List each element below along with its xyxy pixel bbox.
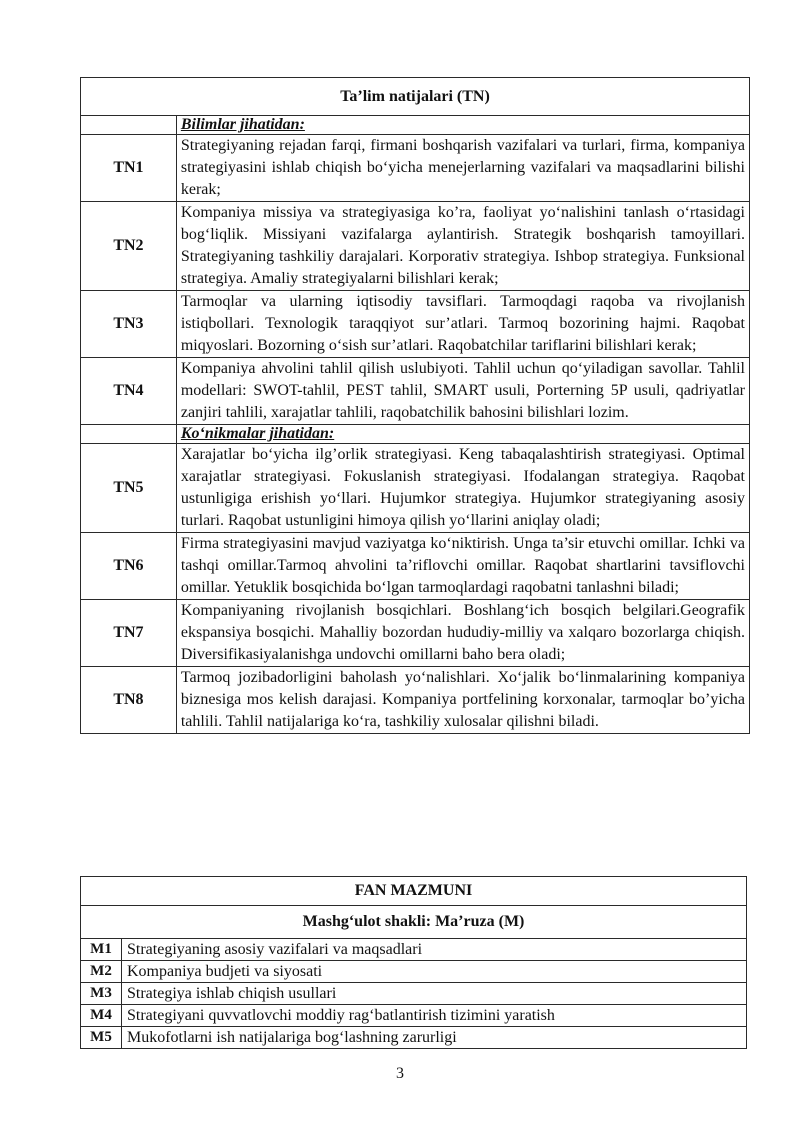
lecture-code: M5	[81, 1027, 122, 1049]
outcome-row	[81, 667, 750, 734]
lecture-topic: Strategiya ishlab chiqish usullari	[122, 983, 747, 1005]
outcome-text: Xarajatlar bo‘yicha ilg’orlik strategiyasi. Keng tabaqalashtirish strategiyasi. Optimal xarajatlar strategiyasi. Fokuslanish strategiyasi. Ifodalangan strategiya. Raqobat ustunligiga erishish yo‘llari. Hujumkor strategiya. Hujumkor strategiyaning asosiy turlari. Raqobat ustunligini himoya qilish yo‘llarini aniqlay oladi;	[176, 444, 749, 533]
outcome-row	[81, 600, 750, 667]
lecture-code: M3	[81, 983, 122, 1005]
lecture-topic: Strategiyaning asosiy vazifalari va maqsadlari	[122, 939, 747, 961]
lecture-code: M4	[81, 1005, 122, 1027]
outcome-row	[81, 202, 750, 291]
outcome-code: TN1	[81, 135, 177, 202]
lecture-row	[81, 983, 747, 1005]
outcome-text: Kompaniyaning rivojlanish bosqichlari. Boshlang‘ich bosqich belgilari.Geografik ekspansiya bosqichi. Mahalliy bozordan hududiy-milliy va xalqaro bozorlarga chiqish. Diversifikasiyalanishga undovchi omillarni baho bera oladi;	[176, 600, 749, 667]
outcome-row	[81, 358, 750, 425]
outcome-text: Kompaniya missiya va strategiyasiga ko’ra, faoliyat yo‘nalishini tanlash o‘rtasidagi bog‘liqlik. Missiyani vazifalarga aylantirish. Strategik boshqarish tamoyillari. Strategiyaning tashkiliy darajalari. Korporativ strategiya. Ishbop strategiya. Funksional strategiya. Amaliy strategiyalarni bilishlari kerak;	[176, 202, 749, 291]
outcome-text: Firma strategiyasini mavjud vaziyatga ko‘niktirish. Unga ta’sir etuvchi omillar. Ichki va tashqi omillar.Tarmoq ahvolini ta’riflovchi omillar. Raqobat shartlarini tavsiflovchi omillar. Yetuklik bosqichida bo‘lgan tarmoqlardagi raqobatni tanlashni biladi;	[176, 533, 749, 600]
lecture-topic: Mukofotlarni ish natijalariga bog‘lashning zarurligi	[122, 1027, 747, 1049]
outcome-row	[81, 533, 750, 600]
table-title: Ta’lim natijalari (TN)	[81, 78, 750, 116]
lecture-topic: Kompaniya budjeti va siyosati	[122, 961, 747, 983]
lecture-row	[81, 1027, 747, 1049]
outcome-row	[81, 291, 750, 358]
lecture-row	[81, 961, 747, 983]
outcome-text: Strategiyaning rejadan farqi, firmani boshqarish vazifalari va turlari, firma, kompaniya strategiyasini ishlab chiqish bo‘yicha menejerlarning vazifalari va maqsadlarini bilishi kerak;	[176, 135, 749, 202]
lecture-topic: Strategiyani quvvatlovchi moddiy rag‘batlantirish tizimini yaratish	[122, 1005, 747, 1027]
outcome-code: TN6	[81, 533, 177, 600]
lecture-row	[81, 939, 747, 961]
outcome-row	[81, 444, 750, 533]
outcome-code: TN3	[81, 291, 177, 358]
learning-outcomes-table	[80, 77, 750, 734]
outcome-code: TN8	[81, 667, 177, 734]
outcome-text: Kompaniya ahvolini tahlil qilish uslubiyoti. Tahlil uchun qo‘yiladigan savollar. Tahlil modellari: SWOT-tahlil, PEST tahlil, SMART usuli, Porterning 5P usuli, qadriyatlar zanjiri tahlili, xarajatlar tahlili, raqobatchilik bahosini bilishlari lozim.	[176, 358, 749, 425]
outcome-code: TN5	[81, 444, 177, 533]
outcome-text: Tarmoq jozibadorligini baholash yo‘nalishlari. Xo‘jalik bo‘linmalarining kompaniya biznesiga mos kelish darajasi. Kompaniya portfelining korxonalar, tarmoqlar bo’yicha tahlili. Tahlil natijalariga ko‘ra, tashkiliy xulosalar qilishni biladi.	[176, 667, 749, 734]
outcome-text: Tarmoqlar va ularning iqtisodiy tavsiflari. Tarmoqdagi raqoba va rivojlanish istiqbollari. Texnologik taraqqiyot sur’atlari. Tarmoq bozorining hajmi. Raqobat miqyoslari. Bozorning o‘sish sur’atlari. Raqobatchilar tariflarini bilishlari kerak;	[176, 291, 749, 358]
course-content-title: FAN MAZMUNI	[81, 877, 747, 906]
outcome-code: TN2	[81, 202, 177, 291]
section-skills-label: Ko‘nikmalar jihatidan:	[176, 425, 749, 444]
lecture-code: M1	[81, 939, 122, 961]
empty-cell	[81, 425, 177, 444]
course-content-table	[80, 876, 747, 1049]
empty-cell	[81, 116, 177, 135]
section-knowledge-label: Bilimlar jihatidan:	[176, 116, 749, 135]
outcome-code: TN4	[81, 358, 177, 425]
lesson-form-subtitle: Mashg‘ulot shakli: Ma’ruza (M)	[81, 906, 747, 939]
outcome-code: TN7	[81, 600, 177, 667]
lecture-row	[81, 1005, 747, 1027]
page-number: 3	[396, 1065, 404, 1082]
lecture-code: M2	[81, 961, 122, 983]
outcome-row	[81, 135, 750, 202]
